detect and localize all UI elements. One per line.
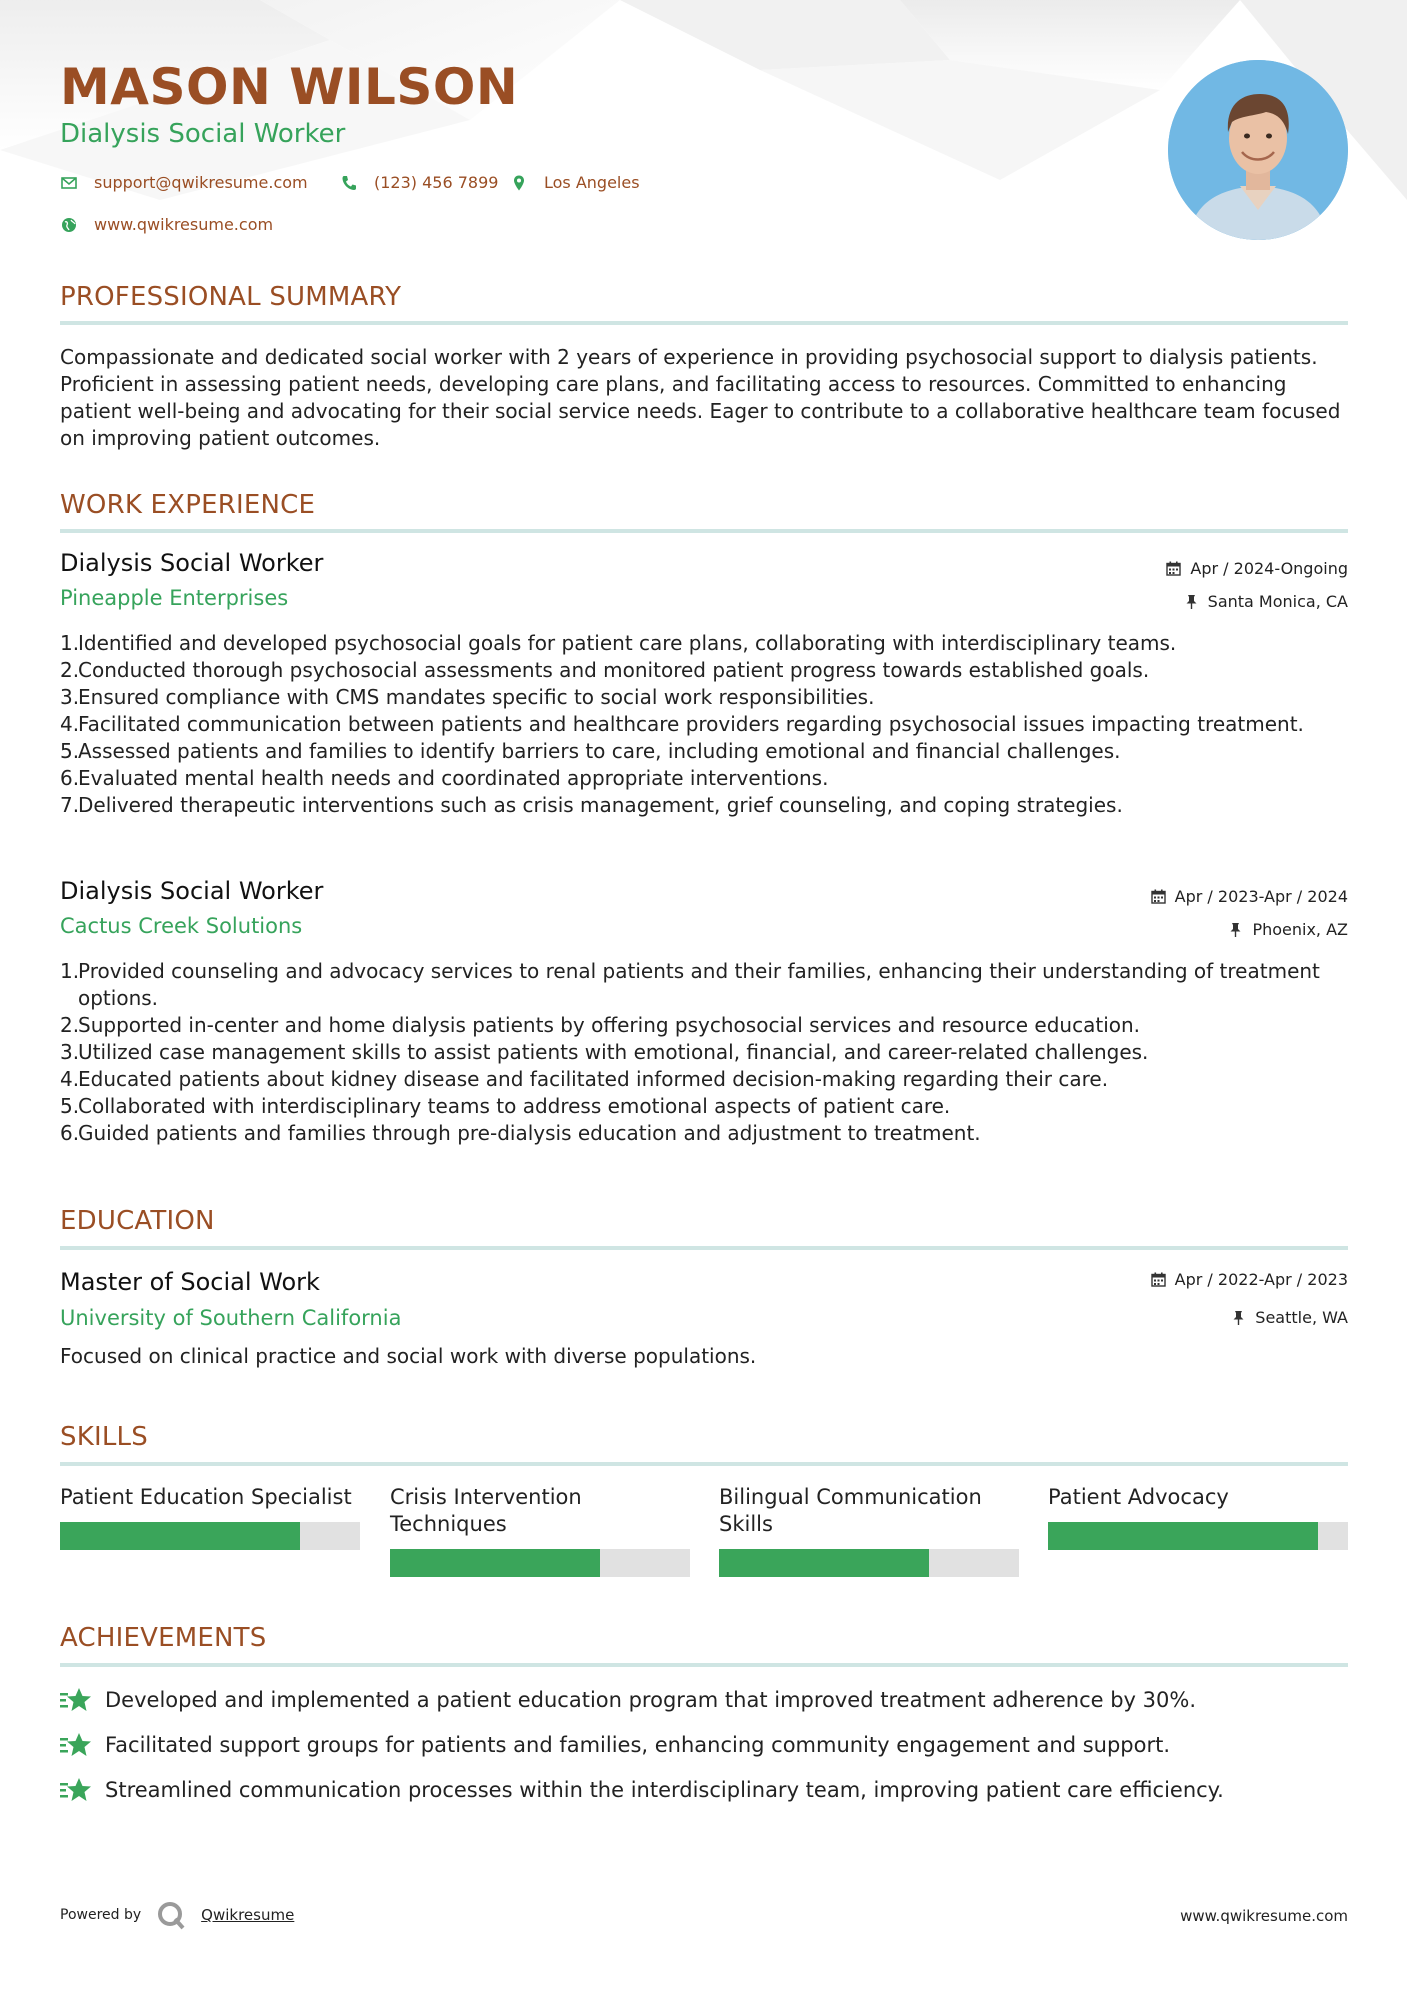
duty-item: Ensured compliance with CMS mandates specific to social work responsibilities. — [78, 685, 875, 709]
skill-item — [719, 1484, 1019, 1538]
job-company: Pineapple Enterprises — [60, 586, 289, 610]
phone-icon — [340, 174, 358, 192]
job-title: Dialysis Social Worker — [60, 549, 324, 577]
star-icon — [60, 1776, 92, 1804]
duty-item: Educated patients about kidney disease and facilitated informed decision-making regarding their care. — [78, 1067, 1109, 1091]
contact-location-text: Los Angeles — [544, 173, 640, 192]
skill-item — [390, 1484, 690, 1538]
education-description: Focused on clinical practice and social work with diverse populations. — [60, 1344, 757, 1368]
skill-label: Bilingual Communication Skills — [719, 1485, 982, 1536]
duty-item: Conducted thorough psychosocial assessments and monitored patient progress towards established goals. — [78, 658, 1150, 682]
achievement-text: Developed and implemented a patient education program that improved treatment adherence by 30%. — [105, 1688, 1197, 1712]
duty-item: Facilitated communication between patients and healthcare providers regarding psychosocial issues impacting treatment. — [78, 712, 1304, 736]
experience-heading: WORK EXPERIENCE — [60, 490, 316, 520]
contact-email[interactable] — [60, 173, 308, 192]
duty-item: Evaluated mental health needs and coordinated appropriate interventions. — [78, 766, 829, 790]
job-dates-text: Apr / 2024-Ongoing — [1190, 559, 1348, 578]
globe-icon — [60, 216, 78, 234]
contact-phone[interactable] — [340, 173, 498, 192]
candidate-role: Dialysis Social Worker — [60, 119, 346, 149]
contact-website-text: www.qwikresume.com — [94, 215, 274, 234]
education-location — [1231, 1308, 1348, 1327]
section-divider — [60, 1462, 1348, 1466]
summary-text: Compassionate and dedicated social worker with 2 years of experience in providing psychosocial support to dialysis patients. Proficient in assessing patient needs, developing care plans, and facilitating access to resources. Committed to enhancing patient well-being and advocating for their social service needs. Eager to contribute to a collaborative healthcare team focused on improving patient outcomes. — [60, 345, 1341, 450]
candidate-name: MASON WILSON — [60, 58, 519, 116]
skill-label: Crisis Intervention Techniques — [390, 1485, 582, 1536]
section-divider — [60, 1663, 1348, 1667]
job-location-text: Phoenix, AZ — [1252, 920, 1348, 939]
job-duties-list — [60, 958, 1350, 1147]
pushpin-icon — [1231, 1310, 1246, 1325]
duty-item: Identified and developed psychosocial goals for patient care plans, collaborating with interdisciplinary teams. — [78, 631, 1177, 655]
duty-item: Assessed patients and families to identify barriers to care, including emotional and financial challenges. — [78, 739, 1121, 763]
achievement-text: Facilitated support groups for patients and families, enhancing community engagement and support. — [105, 1733, 1171, 1757]
qwikresume-link[interactable]: Qwikresume — [201, 1906, 295, 1924]
skill-bar-fill — [1048, 1522, 1318, 1550]
achievement-item — [60, 1731, 1170, 1759]
duty-item: Utilized case management skills to assist patients with emotional, financial, and career-related challenges. — [78, 1040, 1149, 1064]
footer-powered-by — [60, 1900, 294, 1930]
job-dates — [1151, 887, 1348, 906]
map-marker-icon — [510, 174, 528, 192]
skill-bar-fill — [719, 1549, 929, 1577]
education-dates-text: Apr / 2022-Apr / 2023 — [1174, 1270, 1348, 1289]
powered-by-label: Powered by — [60, 1907, 142, 1923]
achievement-text: Streamlined communication processes within the interdisciplinary team, improving patient care efficiency. — [105, 1778, 1224, 1802]
skill-bar — [390, 1549, 690, 1577]
skill-bar-fill — [390, 1549, 600, 1577]
degree-title: Master of Social Work — [60, 1268, 320, 1296]
summary-heading: PROFESSIONAL SUMMARY — [60, 282, 402, 312]
duty-item: Collaborated with interdisciplinary teams to address emotional aspects of patient care. — [78, 1094, 951, 1118]
education-dates — [1151, 1270, 1348, 1289]
calendar-icon — [1151, 889, 1166, 904]
skill-label: Patient Advocacy — [1048, 1485, 1229, 1509]
achievements-heading: ACHIEVEMENTS — [60, 1623, 267, 1653]
contact-website[interactable] — [60, 215, 273, 234]
duty-item: Supported in-center and home dialysis patients by offering psychosocial services and resource education. — [78, 1013, 1141, 1037]
job-location — [1184, 592, 1348, 611]
section-divider — [60, 1246, 1348, 1250]
skill-item — [60, 1484, 360, 1511]
skill-item — [1048, 1484, 1348, 1511]
skill-bar — [719, 1549, 1019, 1577]
contact-email-text: support@qwikresume.com — [94, 173, 308, 192]
qwikresume-logo-icon — [156, 1900, 186, 1930]
job-duties-list — [60, 630, 1350, 819]
duty-item: Provided counseling and advocacy services to renal patients and their families, enhancing their understanding of treatment options. — [78, 959, 1320, 1010]
pushpin-icon — [1184, 594, 1199, 609]
pushpin-icon — [1228, 922, 1243, 937]
education-location-text: Seattle, WA — [1255, 1308, 1348, 1327]
skill-bar-fill — [60, 1522, 300, 1550]
star-icon — [60, 1686, 92, 1714]
section-divider — [60, 529, 1348, 533]
skill-bar — [1048, 1522, 1348, 1550]
duty-item: Guided patients and families through pre-dialysis education and adjustment to treatment. — [78, 1121, 981, 1145]
calendar-icon — [1151, 1272, 1166, 1287]
job-title: Dialysis Social Worker — [60, 877, 324, 905]
achievement-item — [60, 1776, 1224, 1804]
calendar-icon — [1166, 561, 1181, 576]
school-name: University of Southern California — [60, 1306, 402, 1330]
profile-photo — [1168, 60, 1348, 240]
duty-item: Delivered therapeutic interventions such as crisis management, grief counseling, and coping strategies. — [78, 793, 1123, 817]
job-dates-text: Apr / 2023-Apr / 2024 — [1174, 887, 1348, 906]
education-heading: EDUCATION — [60, 1206, 215, 1236]
skills-heading: SKILLS — [60, 1422, 148, 1452]
job-location — [1228, 920, 1348, 939]
skill-label: Patient Education Specialist — [60, 1485, 352, 1509]
achievement-item — [60, 1686, 1196, 1714]
job-company: Cactus Creek Solutions — [60, 914, 303, 938]
skill-bar — [60, 1522, 360, 1550]
section-divider — [60, 321, 1348, 325]
contact-location — [510, 173, 640, 192]
job-dates — [1166, 559, 1348, 578]
contact-phone-text: (123) 456 7899 — [374, 173, 499, 192]
footer-website[interactable]: www.qwikresume.com — [1180, 1907, 1348, 1925]
envelope-icon — [60, 174, 78, 192]
star-icon — [60, 1731, 92, 1759]
job-location-text: Santa Monica, CA — [1207, 592, 1348, 611]
